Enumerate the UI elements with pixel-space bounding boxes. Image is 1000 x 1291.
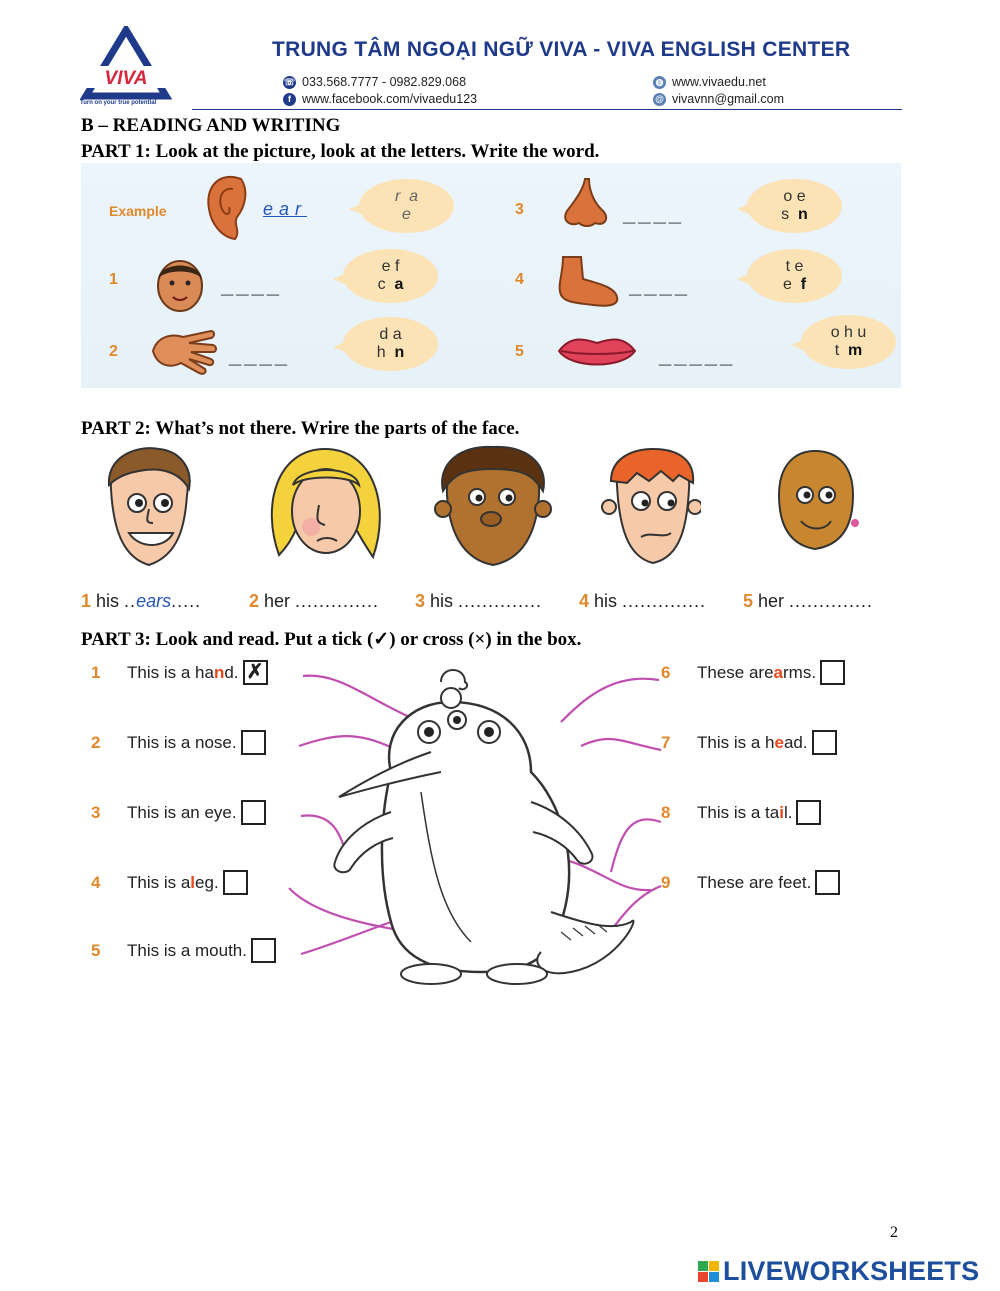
monster-picture [281, 662, 701, 1002]
website-text: www.vivaedu.net [672, 75, 766, 89]
p1-item-2-bubble: d a h n [343, 317, 438, 371]
foot-picture [553, 253, 621, 309]
facebook-contact [283, 92, 477, 106]
face-boy-1 [99, 445, 199, 570]
phone-text: 033.568.7777 - 0982.829.068 [302, 75, 467, 89]
p3-item-4: 4 This is a l eg. [91, 870, 248, 895]
p3-item-1: 1 This is a ha n d. ✗ [91, 660, 268, 685]
p3-item-2-checkbox[interactable] [241, 730, 266, 755]
liveworksheets-text: LIVEWORKSHEETS [723, 1256, 980, 1286]
p1-item-3-number: 3 [515, 201, 524, 218]
hand-picture [149, 323, 219, 379]
liveworksheets-icon [698, 1261, 719, 1282]
logo-tagline: Turn on your true potential [80, 100, 157, 106]
face-boy-3 [433, 445, 553, 570]
p2-item-2-answer[interactable]: .............. [295, 591, 380, 611]
p3-item-6: 6 These are a rms. [661, 660, 845, 685]
nose-picture [559, 177, 611, 229]
p1-item-5-bubble: o h u t m [801, 315, 896, 369]
phone-contact [283, 75, 466, 89]
header-divider [192, 109, 902, 110]
part3-title: PART 3: Look and read. Put a tick (✓) or cross (×) in the box. [81, 629, 582, 650]
p3-item-5-checkbox[interactable] [251, 938, 276, 963]
p3-item-6-checkbox[interactable] [820, 660, 845, 685]
facebook-icon: f [283, 93, 296, 106]
p1-item-2-number: 2 [109, 343, 118, 360]
example-answer: ear [263, 199, 308, 219]
example-label: Example [109, 203, 167, 219]
globe-icon: ◍ [653, 76, 666, 89]
p3-item-3-checkbox[interactable] [241, 800, 266, 825]
email-icon: @ [653, 93, 666, 106]
p2-item-3-answer[interactable]: .............. [458, 591, 543, 611]
ear-picture [201, 171, 253, 243]
p1-item-4-bubble: t e e f [747, 249, 842, 303]
p3-item-7: 7 This is a h e ad. [661, 730, 837, 755]
part3-panel [81, 652, 901, 1002]
p3-item-5: 5 This is a mouth. [91, 938, 276, 963]
svg-text:VIVA: VIVA [104, 68, 148, 89]
phone-icon: ☏ [283, 76, 296, 87]
p1-item-1-bubble: e f c a [343, 249, 438, 303]
p2-item-1-answer[interactable]: ears [136, 591, 172, 611]
p2-item-3: 3 his .............. [415, 591, 543, 611]
email-text: vivavnn@gmail.com [672, 92, 785, 106]
face-girl-2 [259, 445, 393, 570]
liveworksheets-watermark [698, 1256, 979, 1287]
part1-panel [81, 163, 901, 388]
part2-title: PART 2: What’s not there. Wrire the parts of the face. [81, 418, 520, 439]
p1-item-3-bubble: o e s n [747, 179, 842, 233]
p2-item-5: 5 her .............. [743, 591, 874, 611]
p1-item-5-blank[interactable]: _____ [659, 343, 736, 368]
p3-item-3: 3 This is an eye. [91, 800, 266, 825]
p3-item-8: 8 This is a ta i l. [661, 800, 821, 825]
p1-item-4-number: 4 [515, 271, 524, 288]
p2-item-2: 2 her .............. [249, 591, 380, 611]
p3-item-7-checkbox[interactable] [812, 730, 837, 755]
p3-item-9-checkbox[interactable] [815, 870, 840, 895]
p2-item-1: 1 his ..ears..... [81, 591, 202, 611]
website-contact [653, 75, 766, 89]
page-number: 2 [890, 1224, 898, 1241]
face-picture [151, 255, 209, 313]
face-girl-5 [769, 445, 861, 570]
p2-item-4: 4 his .............. [579, 591, 707, 611]
p3-item-2: 2 This is a nose. [91, 730, 266, 755]
p1-item-5-number: 5 [515, 343, 524, 360]
p1-item-1-number: 1 [109, 271, 118, 288]
part2-panel [81, 445, 901, 615]
p2-item-4-answer[interactable]: .............. [622, 591, 707, 611]
p3-item-1-checkbox[interactable]: ✗ [243, 660, 268, 685]
facebook-text: www.facebook.com/vivaedu123 [302, 92, 478, 106]
p1-item-1-blank[interactable]: ____ [221, 273, 282, 298]
p3-item-8-checkbox[interactable] [796, 800, 821, 825]
p3-item-4-checkbox[interactable] [223, 870, 248, 895]
p1-item-3-blank[interactable]: ____ [623, 201, 684, 226]
face-boy-4 [601, 445, 701, 570]
example-bubble: r a e [359, 179, 454, 233]
center-title: TRUNG TÂM NGOẠI NGỮ VIVA - VIVA ENGLISH CENTER [272, 38, 851, 61]
mouth-picture [557, 331, 637, 371]
p1-item-2-blank[interactable]: ____ [229, 343, 290, 368]
part1-title: PART 1: Look at the picture, look at the letters. Write the word. [81, 141, 600, 162]
email-contact [653, 92, 784, 106]
p3-item-9: 9 These are feet. [661, 870, 840, 895]
section-b-title: B – READING AND WRITING [81, 115, 341, 136]
viva-logo [80, 26, 172, 112]
p1-item-4-blank[interactable]: ____ [629, 273, 690, 298]
p2-item-5-answer[interactable]: .............. [789, 591, 874, 611]
